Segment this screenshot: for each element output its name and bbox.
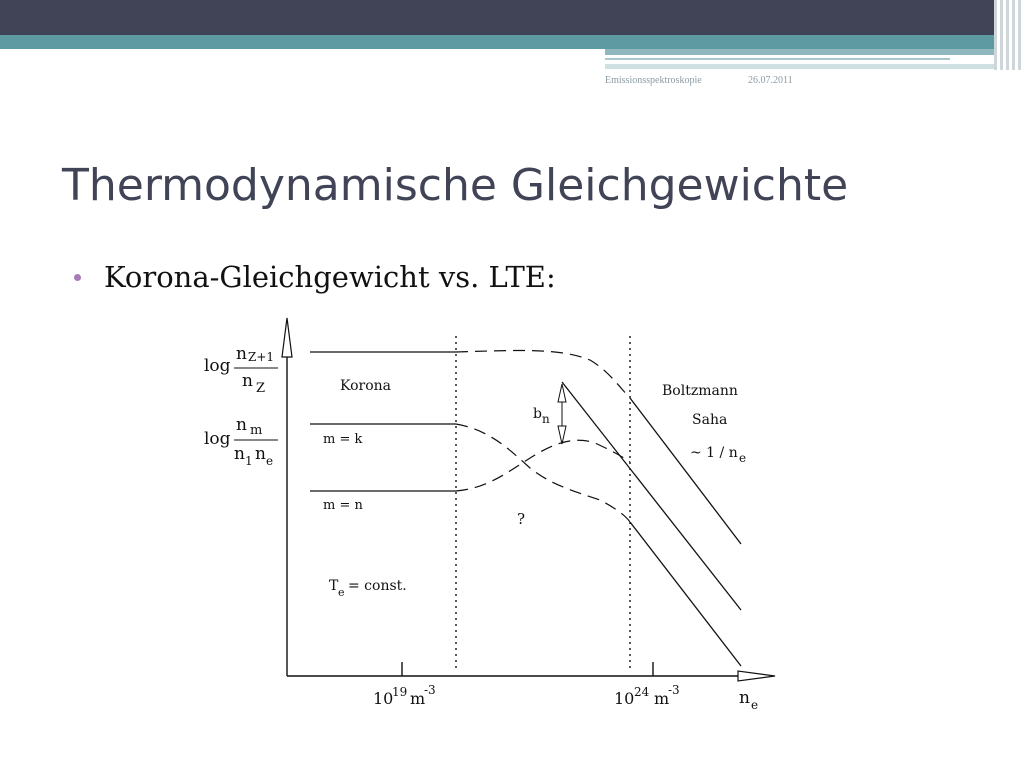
transition-curve-z (456, 350, 630, 398)
label-te-rest: = const. (348, 578, 407, 594)
transition-curve-n (456, 440, 630, 491)
transition-curve-k (456, 424, 630, 522)
ylabel1-den-sub: Z (256, 381, 266, 396)
ylabel2-den1: n (234, 444, 245, 464)
label-saha: Saha (692, 412, 728, 428)
ylabel2-log: log (204, 429, 231, 449)
label-question: ? (517, 510, 526, 528)
tick2-exp: 24 (634, 685, 650, 699)
label-te-sub: e (338, 586, 345, 599)
label-slope-sub: e (739, 451, 747, 465)
bn-arrow-up (558, 384, 566, 402)
x-axis-arrow (738, 671, 775, 681)
label-korona: Korona (340, 378, 391, 394)
ylabel1-log: log (204, 356, 231, 376)
page-title: Thermodynamische Gleichgewichte (62, 160, 849, 211)
tick2-unit: m (654, 689, 670, 708)
ylabel2-den2-sub: e (266, 454, 274, 468)
x-axis-label: n (739, 688, 750, 708)
ylabel2-num: n (236, 415, 247, 435)
tick1-exp: 19 (392, 685, 408, 699)
lte-line-k (630, 522, 741, 666)
tick1-unit: m (410, 689, 426, 708)
y-axis-arrow (282, 318, 292, 357)
tick2-unit-exp: -3 (668, 683, 680, 697)
label-m-k: m = k (323, 432, 363, 447)
tick1-base: 10 (373, 689, 394, 708)
header-topic: Emissionsspektroskopie (605, 75, 702, 86)
ylabel1-num-sub: Z+1 (248, 350, 275, 364)
ylabel2-den1-sub: 1 (245, 454, 253, 468)
label-slope: ~ 1 / n (690, 445, 738, 461)
label-te: T (329, 578, 339, 594)
label-bn-sub: n (542, 412, 550, 426)
tick2-base: 10 (614, 689, 635, 708)
label-bn: b (533, 406, 542, 422)
label-boltzmann: Boltzmann (662, 383, 738, 399)
tick1-unit-exp: -3 (424, 683, 436, 697)
label-m-n: m = n (323, 498, 363, 513)
header-date: 26.07.2011 (748, 75, 793, 86)
bn-arrow-down (558, 426, 566, 444)
ylabel1-den: n (242, 371, 253, 391)
ylabel2-den2: n (255, 444, 266, 464)
bullet-text: Korona-Gleichgewicht vs. LTE: (104, 260, 556, 294)
ylabel1-num: n (236, 344, 247, 364)
ylabel2-num-sub: m (250, 423, 263, 438)
x-axis-label-sub: e (751, 698, 759, 712)
